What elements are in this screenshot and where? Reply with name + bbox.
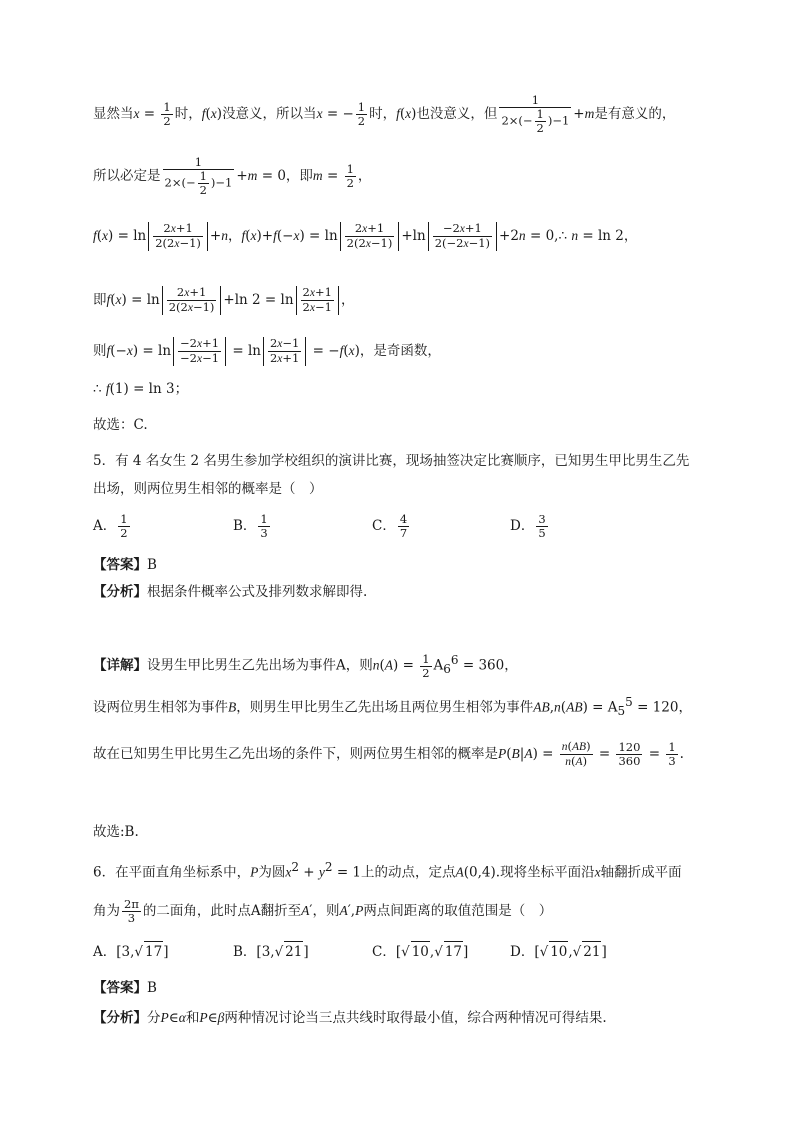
- q6-option-a: A．[3,√ 17]: [93, 941, 724, 962]
- solution-line-6: ∴ f(1) = ln 3；: [93, 381, 189, 397]
- solution-line-2: 所以必定是 1 2×(− $\frac{1}{2}$ )−1 +m = 0，即m = $\frac{1}{2}$ ，: [93, 155, 372, 197]
- q6-option-b: B．[3,√ 21]: [233, 941, 724, 962]
- solution-line-4: 即f(x) = ln $\frac{2x+1}{2(2x-1)}$ +ln 2 = ln $\frac{2x+1}{2x-1}$ ，: [93, 285, 355, 314]
- choose-c: 故选：C.: [93, 417, 148, 433]
- q5-stem-1: 5．有 4 名女生 2 名男生参加学校组织的演讲比赛，现场抽签决定比赛顺序，已知男生甲比男生乙先: [93, 453, 690, 469]
- q5-detail-3: 故在已知男生甲比男生乙先出场的条件下，则两位男生相邻的概率是P(B|A) = $\frac{n(AB)}{n(A)}$ = $\frac{120}{360}$ = $\frac{1}{3}$ .: [93, 739, 684, 768]
- q6-analysis: 【分析】分P∈α和P∈β两种情况讨论当三点共线时取得最小值，综合两种情况可得结果.: [93, 1010, 607, 1026]
- q5-option-d: D． $\frac{3}{5}$: [510, 512, 546, 540]
- q5-option-b: B． $\frac{1}{3}$: [233, 512, 268, 540]
- q6-stem-1: 6．在平面直角坐标系中，P为圆$x^2 + y^2 = 1$上的动点，定点A(0,4).现将坐标平面沿x轴翻折成平面: [93, 860, 682, 881]
- q5-detail-2: 设两位男生相邻为事件B，则男生甲比男生乙先出场且两位男生相邻为事件$AB,n(AB) = A_5^5 = 120$，: [93, 695, 692, 719]
- solution-line-3: f(x) = ln $\frac{2x+1}{2(2x-1)}$ +n，f(x)+f(−x) = ln $\frac{2x+1}{2(2x-1)}$ +ln $\frac{-2x+1}{2(-2x-1)}$ +2n = 0,∴ n = ln 2，: [93, 221, 638, 250]
- q5-answer: 【答案】B: [93, 557, 157, 573]
- q6-option-d: D．[√ 10,√ 21]: [510, 941, 724, 962]
- choose-b: 故选:B.: [93, 824, 139, 840]
- q6-stem-2: 角为 $\frac{2\pi}{3}$ 的二面角，此时点A翻折至A′，则A′,P两点间距离的取值范围是（ ）: [93, 897, 553, 925]
- q5-stem-2: 出场，则两位男生相邻的概率是（ ）: [93, 481, 323, 497]
- q5-analysis: 【分析】根据条件概率公式及排列数求解即得.: [93, 584, 368, 600]
- solution-line-5: 则f(−x) = ln $\frac{-2x+1}{-2x-1}$ = ln $\frac{2x-1}{2x+1}$ = −f(x)，是奇函数，: [93, 336, 441, 365]
- q6-answer: 【答案】B: [93, 980, 157, 996]
- q5-option-c: C． $\frac{4}{7}$: [372, 512, 408, 540]
- q6-option-c: C．[√ 10,√ 17]: [372, 941, 724, 962]
- q5-option-a: A． $\frac{1}{2}$: [93, 512, 128, 540]
- solution-line-1: 显然当x = $\frac{1}{2}$ 时，f(x)没意义，所以当x = − $\frac{1}{2}$ 时，f(x)也没意义，但 1 2×(− $\frac{1}{2}$ )−1 +m是有意义的，: [93, 93, 676, 135]
- q5-detail-1: 【详解】设男生甲比男生乙先出场为事件A，则n(A) = $\frac{1}{2}$ $A_6^6 = 360$，: [93, 651, 518, 680]
